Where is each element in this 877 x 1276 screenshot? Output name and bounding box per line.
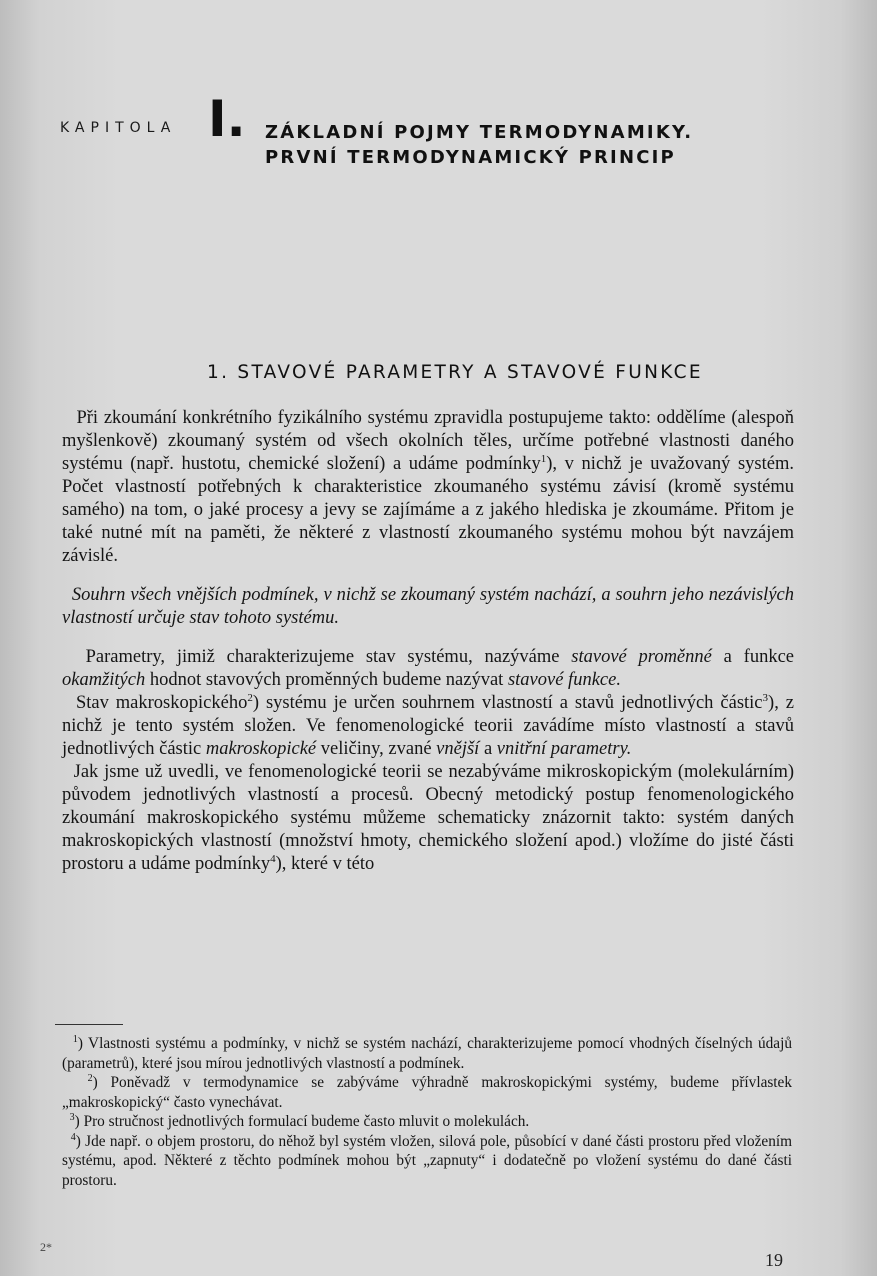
paragraph-4: Stav makroskopického$^2$) systému je určen souhrnem vlastností a stavů jednotlivých částic$^3$), z nichž je tento systém složen. Ve fenomenologické teorii zavádíme místo vlastností a stavů jednotlivých částic makroskopické veličiny, zvané vnější a vnitřní parametry.	[62, 691, 794, 759]
paragraph-1: Při zkoumání konkrétního fyzikálního systému zpravidla postupujeme takto: oddělíme (alespoň myšlenkově) zkoumaný systém od všech okolních těles, určíme potřebné vlastnosti daného systému (např. hustotu, chemické složení) a udáme podmínky$^1$), v nichž je uvažovaný systém. Počet vlastností potřebných k charakteristice zkoumaného systému závisí (kromě systému samého) na tom, o jaké procesy a jevy se zajímáme a z jakého hlediska je zkoumáme. Přitom je také nutné mít na paměti, že některé z vlastností zkoumaného systému mohou být navzájem závislé.	[62, 408, 794, 566]
footnote-ref-3[interactable]: 3	[762, 691, 769, 704]
footnote-ref-2[interactable]: 2	[247, 691, 253, 704]
footnote-ref-1[interactable]: 1	[540, 452, 547, 465]
chapter-number: I.	[208, 90, 246, 148]
paragraph-5: Jak jsme už uvedli, ve fenomenologické teorii se nezabýváme mikroskopickým (molekulárním) původem jednotlivých vlastností a procesů. Obecný metodický postup fenomenologického zkoumání makroskopického systému můžeme schematicky znázornit takto: systém daných makroskopických vlastností (množství hmoty, chemického složení apod.) vložíme do jisté části prostoru a udáme podmínky$^4$), které v této	[62, 762, 795, 874]
chapter-title-line1: ZÁKLADNÍ POJMY TERMODYNAMIKY.	[265, 122, 694, 143]
page-number: 19	[765, 1250, 783, 1270]
chapter-title	[265, 120, 693, 170]
footnote-3: $^3$) Pro stručnost jednotlivých formulací budeme často mluvit o molekulách.	[69, 1111, 530, 1130]
footnote-ref-4[interactable]: 4	[270, 852, 276, 865]
printer-signature: 2*	[40, 1240, 52, 1254]
chapter-title-line2: PRVNÍ TERMODYNAMICKÝ PRINCIP	[265, 147, 676, 168]
paragraph-3: Parametry, jimiž charakterizujeme stav systému, nazýváme stavové proměnné a funkce okamžitých hodnot stavových proměnných budeme nazývat stavové funkce.	[62, 647, 795, 690]
footnote-divider	[55, 1024, 123, 1025]
footnote-2: $^2$) Poněvadž v termodynamice se zabýváme výhradně makroskopickými systémy, budeme přívlastek „makroskopický“ často vynechávat.	[62, 1072, 792, 1111]
paragraph-definition: Souhrn všech vnějších podmínek, v nichž se zkoumaný systém nachází, a souhrn jeho nezávislých vlastností určuje stav tohoto systému.	[62, 585, 794, 628]
footnote-4: $^4$) Jde např. o objem prostoru, do něhož byl systém vložen, silová pole, působící v dané části prostoru před vložením systému, apod. Některé z těchto podmínek mohou být „zapnuty“ i dodatečně po vložení systému do dané části prostoru.	[62, 1131, 792, 1189]
footnotes	[62, 1034, 792, 1190]
section-heading: 1. STAVOVÉ PARAMETRY A STAVOVÉ FUNKCE	[207, 362, 703, 383]
footnote-1: $^1$) Vlastnosti systému a podmínky, v nichž se systém nachází, charakterizujeme pomocí vhodných číselných údajů (parametrů), které jsou mírou jednotlivých vlastností a podmínek.	[62, 1033, 792, 1072]
body-text	[62, 407, 794, 876]
chapter-label: KAPITOLA	[60, 120, 177, 136]
